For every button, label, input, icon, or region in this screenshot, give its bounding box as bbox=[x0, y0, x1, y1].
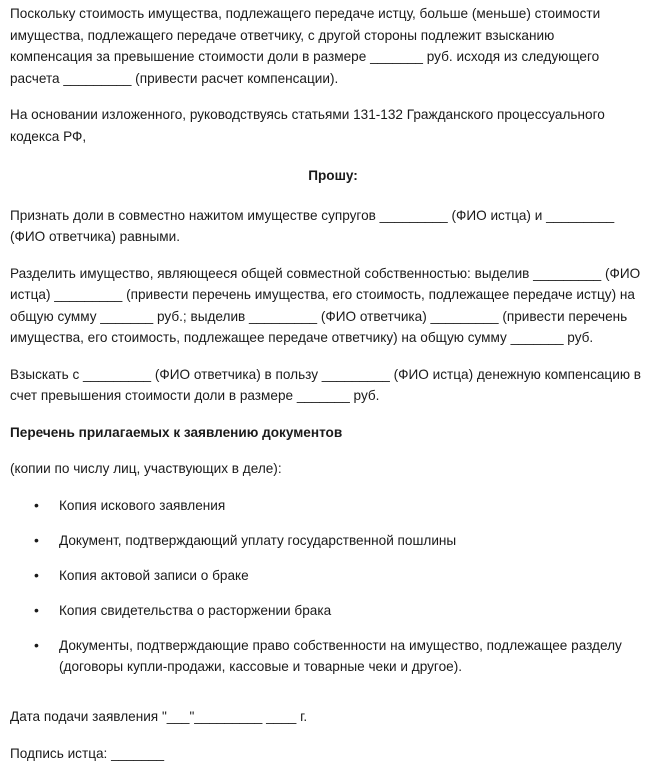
basis-line: кодекса РФ, bbox=[10, 126, 656, 148]
list-item bbox=[10, 530, 656, 552]
basis-line: На основании изложенного, руководствуясь статьями 131-132 Гражданского процессуального bbox=[10, 104, 656, 126]
bullet-icon: • bbox=[34, 530, 39, 552]
list-item-text: Документы, подтверждающие право собственности на имущество, подлежащее разделу bbox=[59, 635, 656, 657]
intro-line: расчета _________ (привести расчет компенсации). bbox=[10, 68, 656, 90]
request-3-paragraph bbox=[10, 364, 656, 407]
document-body bbox=[10, 3, 656, 764]
bullet-icon: • bbox=[34, 600, 39, 622]
date-line: Дата подачи заявления "___"_________ ____ г. bbox=[10, 706, 656, 728]
list-item-text: Копия актовой записи о браке bbox=[59, 565, 656, 587]
list-item-text: Копия искового заявления bbox=[59, 495, 656, 517]
request-2-paragraph bbox=[10, 263, 656, 349]
basis-paragraph bbox=[10, 104, 656, 147]
intro-line: Поскольку стоимость имущества, подлежащего передаче истцу, больше (меньше) стоимости bbox=[10, 3, 656, 25]
request-1-paragraph bbox=[10, 205, 656, 248]
list-item-text: (договоры купли-продажи, кассовые и товарные чеки и другое). bbox=[59, 656, 656, 678]
list-item-text: Документ, подтверждающий уплату государственной пошлины bbox=[59, 530, 656, 552]
bullet-icon: • bbox=[34, 635, 39, 657]
signature-line: Подпись истца: _______ bbox=[10, 743, 656, 764]
request-2-line: истца) _________ (привести перечень имущества, его стоимость, подлежащее передаче истцу) на bbox=[10, 284, 656, 306]
attachments-list bbox=[10, 495, 656, 678]
request-1-line: Признать доли в совместно нажитом имуществе супругов _________ (ФИО истца) и _________ bbox=[10, 205, 656, 227]
list-item bbox=[10, 635, 656, 678]
request-1-line: (ФИО ответчика) равными. bbox=[10, 226, 656, 248]
request-3-line: счет превышения стоимости доли в размере _______ руб. bbox=[10, 385, 656, 407]
intro-line: имущества, подлежащего передаче ответчику, с другой стороны подлежит взысканию bbox=[10, 25, 656, 47]
attachments-note: (копии по числу лиц, участвующих в деле): bbox=[10, 458, 656, 480]
bullet-icon: • bbox=[34, 565, 39, 587]
request-2-line: имущества, его стоимость, подлежащее передаче ответчику) на общую сумму _______ руб. bbox=[10, 327, 656, 349]
list-item bbox=[10, 565, 656, 587]
bullet-icon: • bbox=[34, 495, 39, 517]
request-2-line: Разделить имущество, являющееся общей совместной собственностью: выделив _________ (ФИО bbox=[10, 263, 656, 285]
request-3-line: Взыскать с _________ (ФИО ответчика) в пользу _________ (ФИО истца) денежную компенсацию в bbox=[10, 364, 656, 386]
list-item bbox=[10, 600, 656, 622]
intro-line: компенсация за превышение стоимости доли в размере _______ руб. исходя из следующего bbox=[10, 46, 656, 68]
list-item-text: Копия свидетельства о расторжении брака bbox=[59, 600, 656, 622]
list-item bbox=[10, 495, 656, 517]
intro-paragraph bbox=[10, 3, 656, 89]
request-heading: Прошу: bbox=[10, 165, 656, 187]
attachments-heading: Перечень прилагаемых к заявлению документов bbox=[10, 422, 656, 444]
request-2-line: общую сумму _______ руб.; выделив _________ (ФИО ответчика) _________ (привести перечень bbox=[10, 306, 656, 328]
